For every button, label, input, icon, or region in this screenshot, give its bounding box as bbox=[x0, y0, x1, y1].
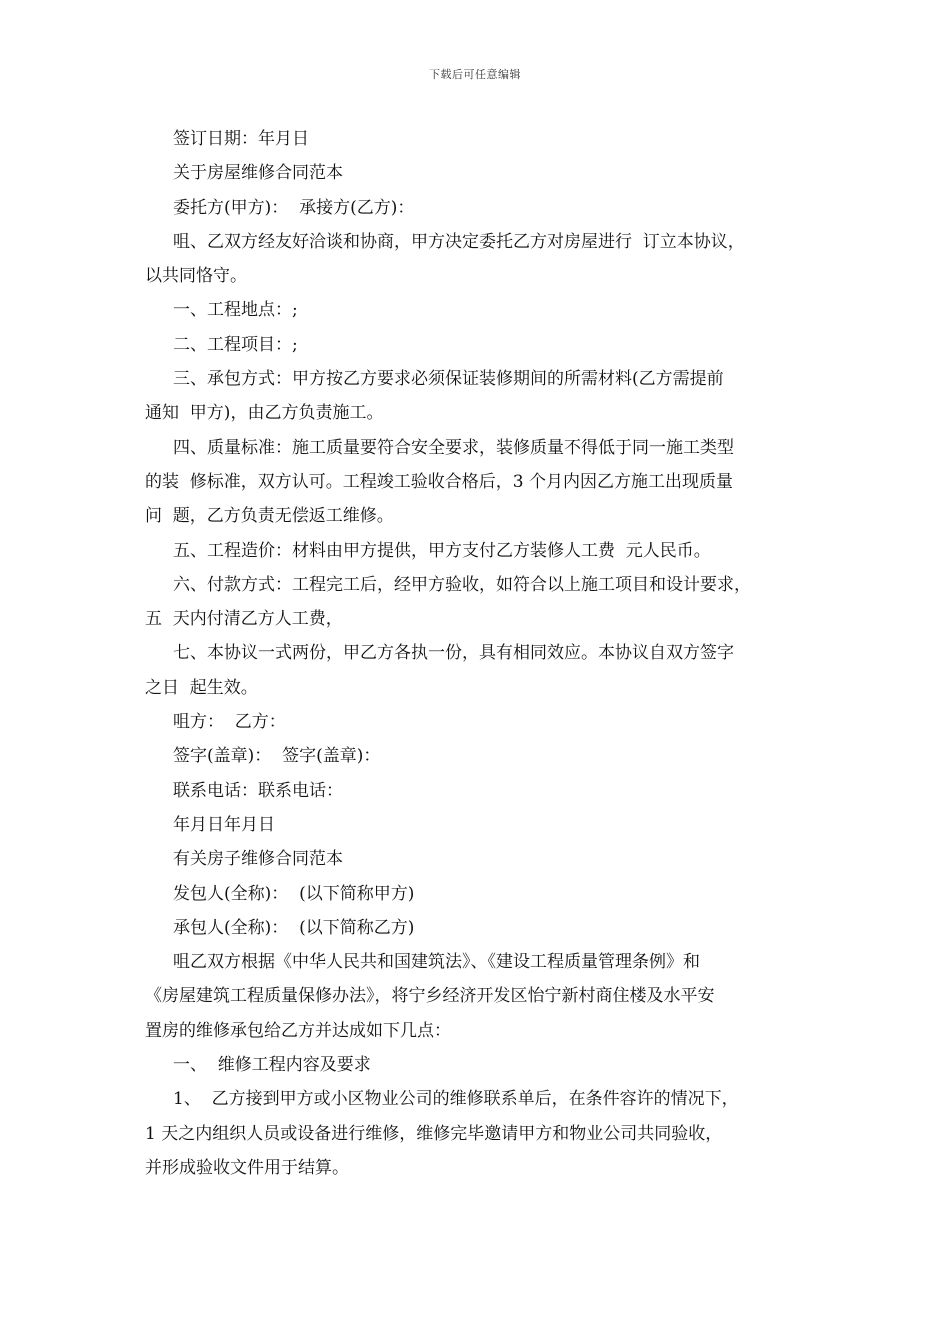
clause-7-line-1: 七、本协议一式两份，甲乙方各执一份，具有相同效应。本协议自双方签字 bbox=[173, 643, 734, 664]
clause-4-line-3: 问 题，乙方负责无偿返工维修。 bbox=[145, 506, 394, 527]
clause-4-line-1: 四、质量标准：施工质量要符合安全要求，装修质量不得低于同一施工类型 bbox=[173, 437, 734, 458]
item-1-line-1: 1、 乙方接到甲方或小区物业公司的维修联系单后，在条件容许的情况下， bbox=[173, 1089, 739, 1110]
section-heading-1: 一、 维修工程内容及要求 bbox=[173, 1055, 371, 1076]
signing-date-line: 签订日期：年月日 bbox=[173, 129, 309, 149]
employer-line: 发包人(全称)： (以下简称甲方) bbox=[173, 883, 415, 904]
basis-line-2: 《房屋建筑工程质量保修办法》，将宁乡经济开发区怡宁新村商住楼及水平安 bbox=[145, 986, 715, 1007]
clause-6-line-2: 五 天内付清乙方人工费， bbox=[145, 609, 343, 630]
phone-line: 联系电话：联系电话： bbox=[173, 780, 343, 801]
contractor-line: 承包人(全称)： (以下简称乙方) bbox=[173, 917, 415, 938]
parties-line: 委托方(甲方)： 承接方(乙方)： bbox=[173, 197, 415, 218]
item-1-line-3: 并形成验收文件用于结算。 bbox=[145, 1157, 349, 1178]
signatory-parties: 咀方： 乙方： bbox=[173, 712, 286, 733]
basis-line-1: 咀乙双方根据《中华人民共和国建筑法》、《建设工程质量管理条例》和 bbox=[173, 952, 700, 973]
clause-1: 一、工程地点：; bbox=[173, 300, 298, 321]
contract-body bbox=[145, 122, 825, 1185]
contract-title-1: 关于房屋维修合同范本 bbox=[173, 163, 343, 184]
preamble-line-2: 以共同恪守。 bbox=[145, 266, 247, 287]
basis-line-3: 置房的维修承包给乙方并达成如下几点： bbox=[145, 1020, 451, 1041]
date-line: 年月日年月日 bbox=[173, 814, 275, 835]
contract-title-2: 有关房子维修合同范本 bbox=[173, 849, 343, 870]
clause-5: 五、工程造价：材料由甲方提供，甲方支付乙方装修人工费 元人民币。 bbox=[173, 540, 711, 561]
preamble-line-1: 咀、乙双方经友好洽谈和协商，甲方决定委托乙方对房屋进行 订立本协议， bbox=[173, 231, 745, 252]
item-1-line-2: 1 天之内组织人员或设备进行维修，维修完毕邀请甲方和物业公司共同验收， bbox=[145, 1123, 723, 1144]
clause-3-line-1: 三、承包方式：甲方按乙方要求必须保证装修期间的所需材料(乙方需提前 bbox=[173, 369, 724, 390]
clause-3-line-2: 通知 甲方)，由乙方负责施工。 bbox=[145, 403, 384, 424]
clause-4-line-2: 的装 修标准，双方认可。工程竣工验收合格后，3 个月内因乙方施工出现质量 bbox=[145, 471, 734, 492]
clause-2: 二、工程项目：; bbox=[173, 334, 298, 355]
download-note: 下载后可任意编辑 bbox=[429, 68, 521, 81]
clause-6-line-1: 六、付款方式：工程完工后，经甲方验收，如符合以上施工项目和设计要求， bbox=[173, 574, 751, 595]
clause-7-line-2: 之日 起生效。 bbox=[145, 677, 258, 698]
signature-line: 签字(盖章)： 签字(盖章)： bbox=[173, 746, 381, 767]
